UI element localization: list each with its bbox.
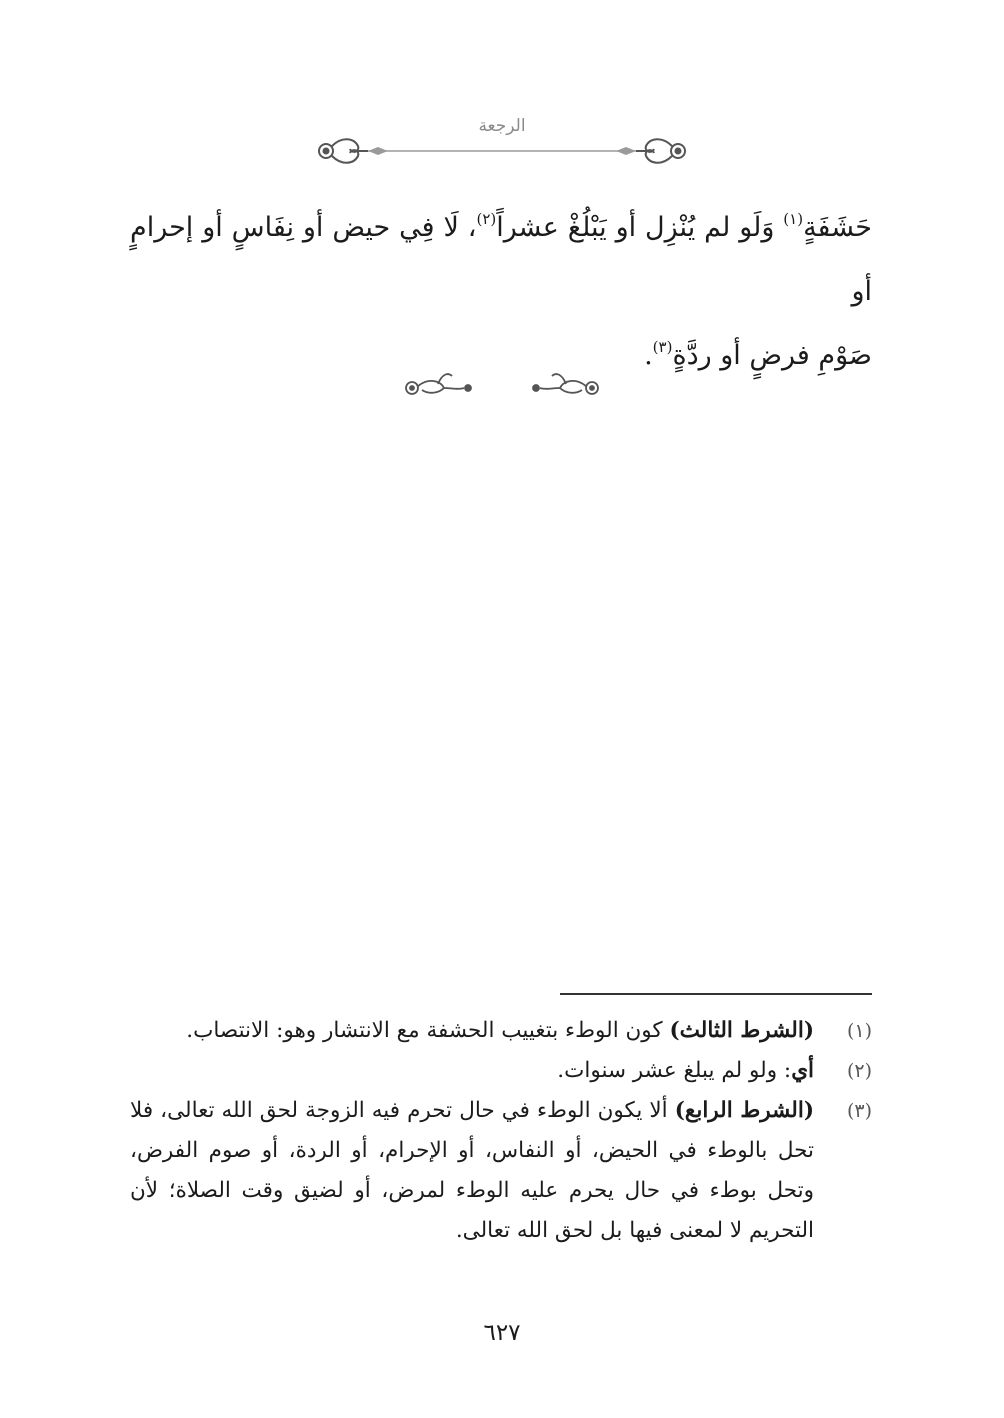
footnote-1 — [130, 1011, 872, 1051]
page-number: ٦٢٧ — [483, 1320, 521, 1346]
footnote-bold: (الشرط الرابع) — [674, 1098, 814, 1123]
text-run: . — [644, 340, 653, 371]
footnote-ref-3[interactable]: (٣) — [652, 338, 673, 356]
footnote-number: (١) — [846, 1020, 872, 1042]
running-header — [310, 112, 694, 172]
text-run: ، لَا فِي حيض أو نِفَاسٍ أو إحرامٍ أو — [130, 212, 872, 307]
text-run: صَوْمِ فرضٍ أو ردَّةٍ — [672, 340, 872, 371]
footnote-number: (٣) — [846, 1100, 872, 1122]
footnote-text: ألا يكون الوطء في حال تحرم فيه الزوجة لحق الله تعالى، فلا تحل بالوطء في الحيض، أو النفاس، أو الإحرام، أو الردة، أو صوم الفرض، وتحل بوطء في حال يحرم عليه الوطء لمرض، أو لضيق وقت الصلاة؛ لأن التحريم لا لمعنى فيها بل لحق الله تعالى. — [130, 1098, 814, 1243]
footnote-ref-2[interactable]: (٢) — [476, 210, 497, 228]
footnote-ref-1[interactable]: (١) — [783, 210, 804, 228]
footnote-bold: (الشرط الثالث) — [669, 1018, 814, 1043]
footnote-separator — [560, 993, 872, 995]
footnotes — [130, 1011, 872, 1251]
footnote-text: كون الوطء بتغييب الحشفة مع الانتشار وهو: الانتصاب. — [186, 1018, 670, 1043]
text-run: وَلَو لم يُنْزِل أو يَبْلُغْ عشراً — [496, 212, 784, 243]
header-title: الرجعة — [478, 116, 526, 136]
section-divider-icon — [398, 368, 606, 404]
main-line-1 — [130, 196, 872, 324]
footnote-3 — [130, 1091, 872, 1251]
footnote-bold: أي — [791, 1058, 814, 1083]
footnote-number: (٢) — [846, 1060, 872, 1082]
header-ornament-icon — [310, 132, 694, 172]
text-run: حَشَفَةٍ — [803, 212, 872, 243]
footnote-2 — [130, 1051, 872, 1091]
main-text — [130, 196, 872, 388]
footnote-text: : ولو لم يبلغ عشر سنوات. — [557, 1058, 792, 1083]
